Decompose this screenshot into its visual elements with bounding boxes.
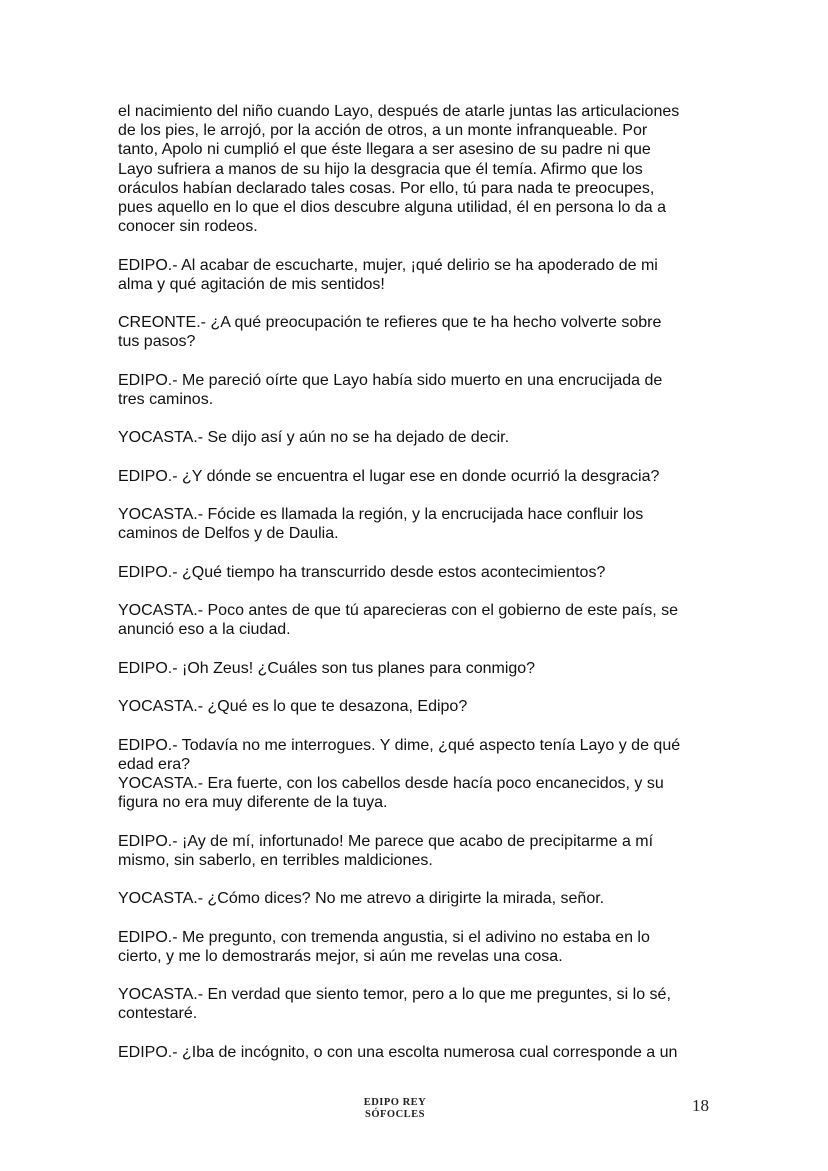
text-line: YOCASTA.- Se dijo así y aún no se ha dejado de decir. [118,429,510,447]
paragraph [118,697,738,716]
text-line: EDIPO.- Me pregunto, con tremenda angustia, si el adivino no estaba en lo [118,928,650,946]
paragraph [118,659,738,678]
text-line: conocer sin rodeos. [118,218,258,236]
text-line: EDIPO.- ¿Qué tiempo ha transcurrido desde estos acontecimientos? [118,563,606,581]
text-line: EDIPO.- ¿Y dónde se encuentra el lugar ese en donde ocurrió la desgracia? [118,467,660,485]
page-number: 18 [692,1096,709,1115]
text-line: edad era? [118,755,191,773]
text-line: caminos de Delfos y de Daulia. [118,525,339,543]
text-line: anunció eso a la ciudad. [118,621,291,639]
text-line: tus pasos? [118,333,196,351]
text-line: tres caminos. [118,391,214,408]
text-line: figura no era muy diferente de la tuya. [118,794,388,812]
paragraph [118,889,738,908]
text-line: EDIPO.- ¿Iba de incógnito, o con una escolta numerosa cual corresponde a un [118,1043,678,1061]
text-line: pues aquello en lo que el dios descubre alguna utilidad, él en persona lo da a [118,199,666,217]
paragraph [118,505,738,543]
text-line: YOCASTA.- Poco antes de que tú aparecieras con el gobierno de este país, se [118,602,679,620]
text-line: EDIPO.- Me pareció oírte que Layo había sido muerto en una encrucijada de [118,371,663,389]
text-line: YOCASTA.- Fócide es llamada la región, y la encrucijada hace confluir los [118,506,644,524]
text-line: EDIPO.- ¡Ay de mí, infortunado! Me parece que acabo de precipitarme a mí [118,832,654,850]
footer-title: EDIPO REY [363,1097,427,1108]
paragraph [118,928,738,966]
paragraph [118,736,738,774]
paragraph [118,1043,738,1062]
text-line: oráculos habían declarado tales cosas. Por ello, tú para nada te preocupes, [118,179,655,197]
paragraph [118,467,738,486]
text-line: alma y qué agitación de mis sentidos! [118,275,385,293]
text-line: cierto, y me lo demostrarás mejor, si aún me revelas una cosa. [118,947,563,965]
text-line: el nacimiento del niño cuando Layo, después de atarle juntas las articulaciones [118,103,680,120]
text-line: YOCASTA.- ¿Cómo dices? No me atrevo a dirigirte la mirada, señor. [118,890,605,908]
text-line: de los pies, le arrojó, por la acción de otros, a un monte infranqueable. Por [118,122,648,140]
page-body [118,102,738,1081]
paragraph [118,985,738,1023]
footer [340,1097,450,1121]
text-line: YOCASTA.- Era fuerte, con los cabellos desde hacía poco encanecidos, y su [118,774,664,792]
text-line: mismo, sin saberlo, en terribles maldiciones. [118,851,433,869]
text-line: CREONTE.- ¿A qué preocupación te refieres que te ha hecho volverte sobre [118,314,662,332]
text-line: EDIPO.- ¡Oh Zeus! ¿Cuáles son tus planes para conmigo? [118,659,536,677]
paragraph [118,832,738,870]
text-line: contestaré. [118,1005,198,1023]
paragraph [118,256,738,294]
paragraph [118,774,738,812]
text-line: EDIPO.- Todavía no me interrogues. Y dime, ¿qué aspecto tenía Layo y de qué [118,736,681,754]
footer-author: SÓFOCLES [364,1109,426,1120]
paragraph [118,601,738,639]
paragraph [118,102,738,236]
paragraph [118,371,738,409]
text-line: tanto, Apolo ni cumplió el que éste llegara a ser asesino de su padre ni que [118,141,651,159]
text-line: Layo sufriera a manos de su hijo la desgracia que él temía. Afirmo que los [118,160,643,178]
paragraph [118,313,738,351]
paragraph [118,563,738,582]
text-line: YOCASTA.- En verdad que siento temor, pero a lo que me preguntes, si lo sé, [118,986,671,1004]
text-line: YOCASTA.- ¿Qué es lo que te desazona, Edipo? [118,698,468,716]
text-line: EDIPO.- Al acabar de escucharte, mujer, ¡qué delirio se ha apoderado de mi [118,256,658,274]
paragraph [118,428,738,447]
